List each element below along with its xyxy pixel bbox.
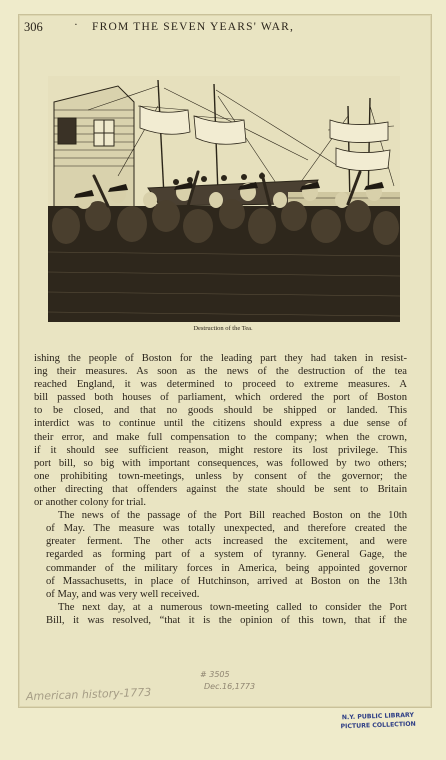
text-line: of Massachusetts, in place of Hutchinson, arrived at Boston on the 13th: [46, 575, 407, 587]
stamp-line-1: N.Y. PUBLIC LIBRARY: [341, 711, 415, 722]
date-note: Dec.16,1773: [204, 682, 256, 691]
paragraph: [34, 352, 407, 509]
paragraph: [34, 509, 407, 601]
paragraph: [34, 601, 407, 627]
text-line: ing their measures. As soon as the news of the destruction of the tea: [34, 366, 407, 378]
text-line: port bill, so big with important consequences, was followed by two others;: [34, 457, 407, 469]
text-line: to be closed, and that no goods should be shipped or landed. This: [34, 405, 407, 417]
text-line: one prohibiting town-meetings, unless by consent of the governor; the: [34, 470, 407, 482]
text-line: Bill, it was resolved, “that it is the opinion of this town, that if the: [46, 614, 407, 626]
text-line: or another colony for trial.: [34, 497, 147, 509]
page-header: [24, 20, 404, 36]
library-stamp: [330, 710, 427, 731]
boston-tea-party-engraving-icon: [48, 76, 400, 322]
handwritten-annotations: [20, 670, 420, 714]
catalog-number: # 3505: [200, 670, 230, 679]
text-line: if it should see sufficient reason, might restore its lost privilege. This: [34, 444, 407, 456]
text-line: greater ferment. The other acts increased the excitement, and were: [46, 536, 407, 548]
text-line: of May. The measure was totally unexpected, and therefore created the: [46, 523, 407, 535]
body-text: [34, 352, 407, 627]
page-number: 306: [24, 20, 43, 34]
text-line: commander of the military forces in America, being appointed governor: [46, 562, 407, 574]
text-line: of May, and was very well received.: [46, 588, 200, 600]
text-line: reached England, it was determined to proceed to extreme measures. A: [34, 379, 407, 391]
text-line: their error, and make full compensation to the company; when the crown,: [34, 431, 407, 443]
text-line: regarded as forming part of a system of tyranny. General Gage, the: [46, 549, 407, 561]
text-line: interdict was to continue until the citizens should express a due sense of: [34, 418, 407, 430]
text-line: other directing that offenders against the state should be sent to Britain: [34, 483, 407, 495]
stamp-line-2: PICTURE COLLECTION: [340, 720, 416, 731]
subject-note: American history-1773: [25, 685, 152, 704]
illustration-caption: Destruction of the Tea.: [193, 325, 253, 332]
text-line: ishing the people of Boston for the leading part they had taken in resist-: [34, 353, 407, 364]
running-title: FROM THE SEVEN YEARS' WAR,: [92, 21, 295, 33]
text-line: bill passed both houses of parliament, which ordered the port of Boston: [34, 392, 407, 404]
header-separator: ·: [74, 19, 80, 31]
text-line: The news of the passage of the Port Bill reached Boston on the 10th: [58, 510, 407, 522]
text-line: The next day, at a numerous town-meeting called to consider the Port: [58, 601, 407, 613]
